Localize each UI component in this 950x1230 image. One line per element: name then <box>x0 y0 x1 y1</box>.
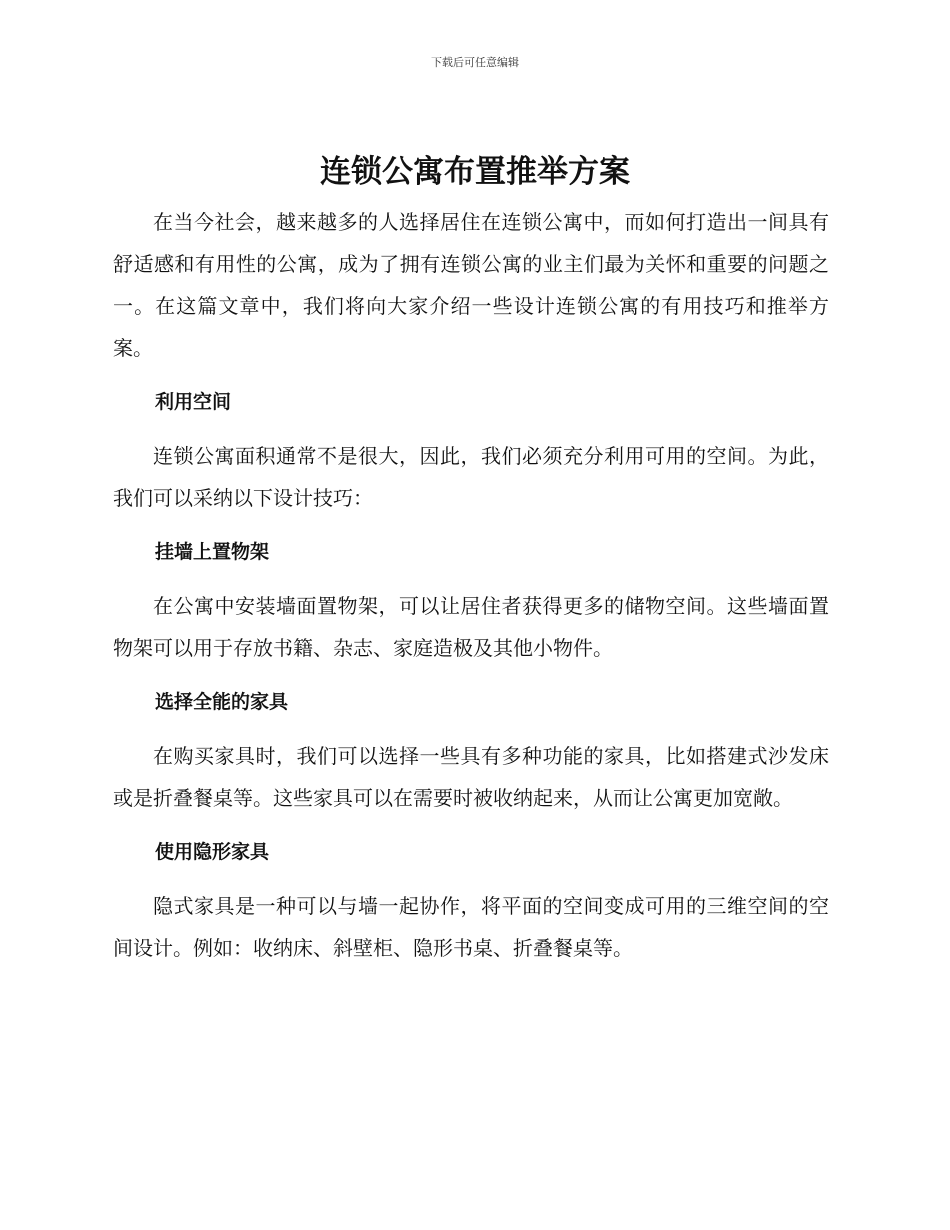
intro-paragraph: 在当今社会，越来越多的人选择居住在连锁公寓中，而如何打造出一间具有舒适感和有用性的公寓，成为了拥有连锁公寓的业主们最为关怀和重要的问题之一。在这篇文章中，我们将向大家介绍一些设计连锁公寓的有用技巧和推举方案。 <box>113 210 829 360</box>
page-header-note: 下载后可任意编辑 <box>431 56 519 69</box>
document-body <box>113 201 829 969</box>
section-heading-hidden: 使用隐形家具 <box>155 841 270 863</box>
document-title: 连锁公寓布置推举方案 <box>320 154 630 190</box>
section-heading-shelf: 挂墙上置物架 <box>155 541 270 563</box>
hidden-paragraph: 隐式家具是一种可以与墙一起协作，将平面的空间变成可用的三维空间的空间设计。例如：收纳床、斜壁柜、隐形书桌、折叠餐桌等。 <box>113 894 829 960</box>
furniture-paragraph: 在购买家具时，我们可以选择一些具有多种功能的家具，比如搭建式沙发床或是折叠餐桌等。这些家具可以在需要时被收纳起来，从而让公寓更加宽敞。 <box>113 744 829 810</box>
section-heading-furniture: 选择全能的家具 <box>155 691 289 713</box>
shelf-paragraph: 在公寓中安装墙面置物架，可以让居住者获得更多的储物空间。这些墙面置物架可以用于存放书籍、杂志、家庭造极及其他小物件。 <box>113 594 829 660</box>
space-paragraph: 连锁公寓面积通常不是很大，因此，我们必须充分利用可用的空间。为此，我们可以采纳以下设计技巧： <box>113 444 829 510</box>
section-heading-space: 利用空间 <box>155 391 232 413</box>
